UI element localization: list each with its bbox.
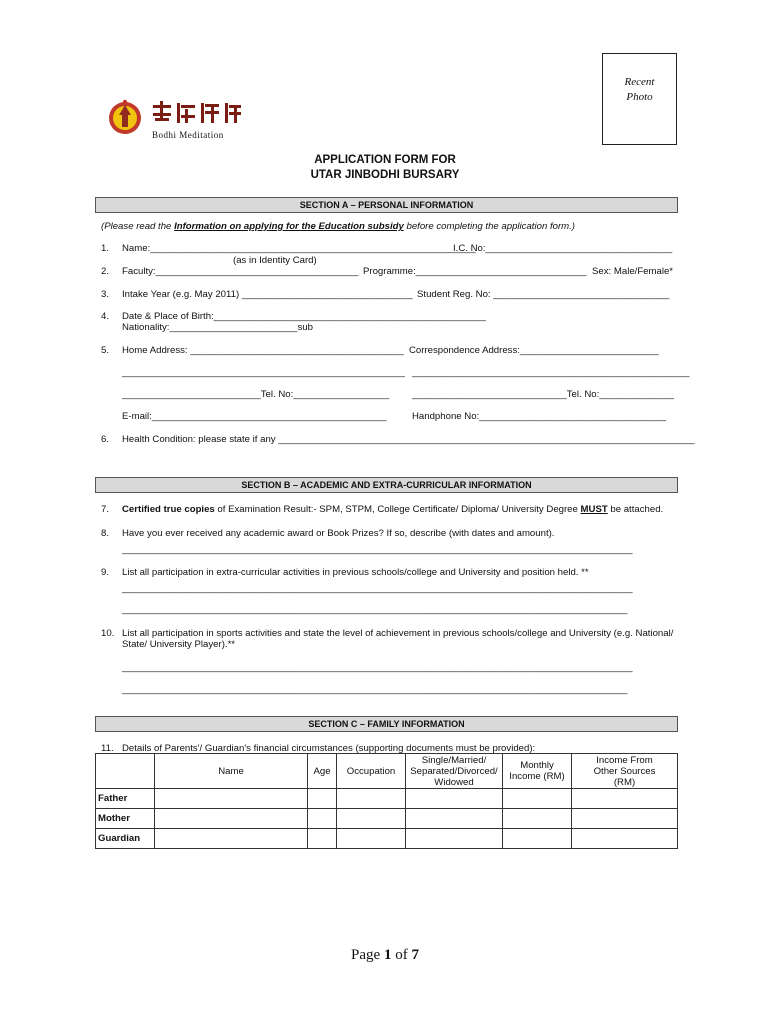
family-info-table [95,753,678,849]
instruction-pre: (Please read the [101,221,175,232]
of-word: of [395,947,408,963]
q7-text [122,504,663,515]
header-monthly-income: Monthly Income (RM) [503,754,572,789]
faculty-field[interactable]: Faculty:______________________________________ [122,266,359,277]
father-income-cell[interactable] [503,789,572,809]
father-age-cell[interactable] [308,789,337,809]
q9-number: 9. [101,567,110,578]
nationality-field[interactable]: Nationality:________________________sub [122,322,313,333]
q1-number: 1. [101,243,110,254]
mother-name-cell[interactable] [155,809,308,829]
mother-other-income-cell[interactable] [572,809,678,829]
row-label-guardian: Guardian [96,829,155,849]
father-other-income-cell[interactable] [572,789,678,809]
form-title-line2: UTAR JINBODHI BURSARY [310,169,460,181]
email-field[interactable]: E-mail:____________________________________________ [122,411,387,422]
header-blank [96,754,155,789]
q10-text-line1: List all participation in sports activities and state the level of achievement in previous schools/college and University (e.g. National/ [122,628,674,639]
guardian-occupation-cell[interactable] [337,829,406,849]
mother-occupation-cell[interactable] [337,809,406,829]
header-occupation: Occupation [337,754,406,789]
q6-number: 6. [101,434,110,445]
table-row [96,789,678,809]
intake-year-field[interactable]: Intake Year (e.g. May 2011) ________________________________ [122,289,413,300]
ic-number-field[interactable]: I.C. No:___________________________________ [453,243,673,254]
guardian-other-income-cell[interactable] [572,829,678,849]
q11-text: Details of Parents'/ Guardian's financial circumstances (supporting documents must be provided): [122,743,536,754]
row-label-father: Father [96,789,155,809]
home-tel-field[interactable]: __________________________Tel. No:__________________ [122,389,390,400]
q7-end: be attached. [607,504,664,515]
section-b-header: SECTION B – ACADEMIC AND EXTRA-CURRICULAR INFORMATION [95,477,678,493]
health-condition-field[interactable]: Health Condition: please state if any ______________________________________________________________________________ [122,434,695,445]
identity-card-note: (as in Identity Card) [233,255,317,266]
guardian-name-cell[interactable] [155,829,308,849]
mother-age-cell[interactable] [308,809,337,829]
correspondence-address-line2[interactable]: ____________________________________________________ [412,367,690,378]
birth-date-place-field[interactable]: Date & Place of Birth:___________________________________________________ [122,311,486,322]
page-footer [0,947,770,964]
q10-text-line2: State/ University Player).** [122,639,236,650]
awards-answer-line[interactable]: ______________________________________________________________________________________________________ [122,544,633,554]
guardian-income-cell[interactable] [503,829,572,849]
section-c-header: SECTION C – FAMILY INFORMATION [95,716,678,732]
instruction-link[interactable]: Information on applying for the Education subsidy [174,221,404,232]
home-address-line2[interactable]: _____________________________________________________ [122,367,405,378]
header-marital-status: Single/Married/ Separated/Divorced/ Widowed [406,754,503,789]
sports-line2[interactable]: _____________________________________________________________________________________________________ [122,684,628,694]
logo-subtitle: Bodhi Meditation [152,130,224,140]
name-field[interactable]: Name:_____________________________________________________________ [122,243,476,254]
q8-text: Have you ever received any academic award or Book Prizes? If so, describe (with dates and amount). [122,528,555,539]
correspondence-address-field[interactable]: Correspondence Address:__________________________ [409,345,659,356]
table-header-row [96,754,678,789]
father-name-cell[interactable] [155,789,308,809]
q7-must: MUST [580,504,608,515]
photo-label-line2: Photo [626,91,653,103]
section-a-header: SECTION A – PERSONAL INFORMATION [95,197,678,213]
header-age: Age [308,754,337,789]
row-label-mother: Mother [96,809,155,829]
q10-number: 10. [101,628,115,639]
q8-number: 8. [101,528,110,539]
q7-mid: of Examination Result:- SPM, STPM, College Certificate/ Diploma/ University Degree [214,504,581,515]
q5-number: 5. [101,345,110,356]
guardian-age-cell[interactable] [308,829,337,849]
q2-number: 2. [101,266,110,277]
father-status-cell[interactable] [406,789,503,809]
father-occupation-cell[interactable] [337,789,406,809]
page-total: 7 [411,947,419,963]
q7-number: 7. [101,504,110,515]
table-row [96,829,678,849]
extracurricular-line1[interactable]: ______________________________________________________________________________________________________ [122,583,633,593]
sports-line1[interactable]: ______________________________________________________________________________________________________ [122,662,633,672]
photo-label-line1: Recent [624,76,655,88]
q4-number: 4. [101,311,110,322]
handphone-field[interactable]: Handphone No:___________________________________ [412,411,666,422]
sex-field[interactable]: Sex: Male/Female* [592,266,674,277]
header-other-income: Income From Other Sources (RM) [572,754,678,789]
recent-photo-box [602,53,677,145]
form-title-line1: APPLICATION FORM FOR [314,154,456,166]
header-name: Name [155,754,308,789]
extracurricular-line2[interactable]: _____________________________________________________________________________________________________ [122,604,628,614]
programme-field[interactable]: Programme:________________________________ [363,266,587,277]
q11-number: 11. [101,743,114,754]
mother-income-cell[interactable] [503,809,572,829]
guardian-status-cell[interactable] [406,829,503,849]
instruction-post: before completing the application form.) [403,221,575,232]
q7-bold: Certified true copies [122,504,215,515]
student-reg-field[interactable]: Student Reg. No: _________________________________ [417,289,670,300]
q9-text: List all participation in extra-curricular activities in previous schools/college and University and position held. ** [122,567,589,578]
home-address-field[interactable]: Home Address: ________________________________________ [122,345,404,356]
page-number: 1 [383,947,392,963]
page-word: Page [351,947,381,963]
q3-number: 3. [101,289,110,300]
mother-status-cell[interactable] [406,809,503,829]
correspondence-tel-field[interactable]: _____________________________Tel. No:______________ [412,389,674,400]
section-a-instruction [101,221,575,232]
table-row [96,809,678,829]
